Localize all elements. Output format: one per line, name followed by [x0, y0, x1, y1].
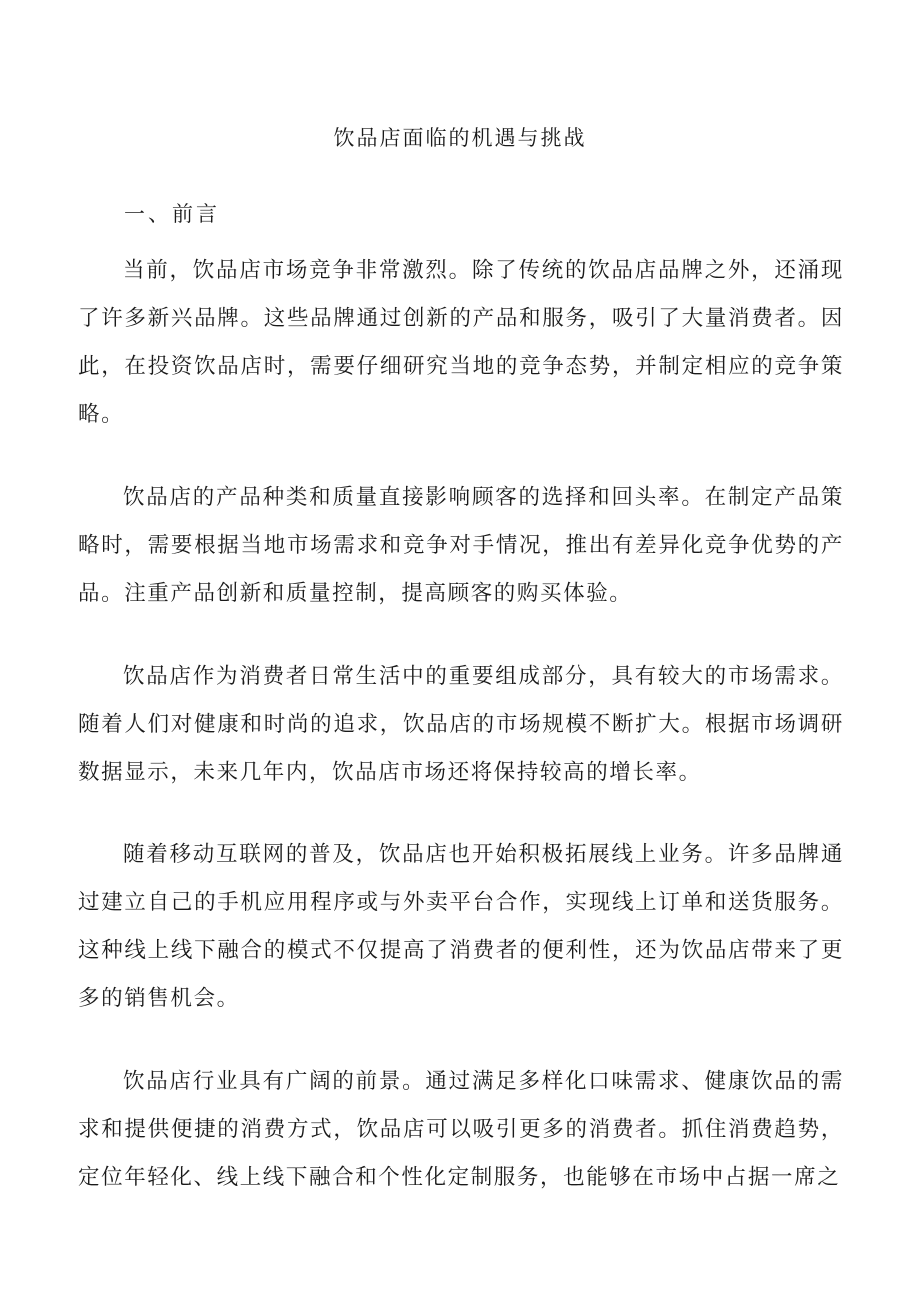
- paragraph-3: 饮品店作为消费者日常生活中的重要组成部分，具有较大的市场需求。随着人们对健康和时尚的追求，饮品店的市场规模不断扩大。根据市场调研数据显示，未来几年内，饮品店市场还将保持较高的增长率。: [78, 664, 844, 785]
- paragraph-1: 当前，饮品店市场竞争非常激烈。除了传统的饮品店品牌之外，还涌现了许多新兴品牌。这些品牌通过创新的产品和服务，吸引了大量消费者。因此，在投资饮品店时，需要仔细研究当地的竞争态势，并制定相应的竞争策略。: [78, 258, 844, 427]
- document-title: 饮品店面临的机遇与挑战: [333, 126, 587, 150]
- paragraph-4: 随着移动互联网的普及，饮品店也开始积极拓展线上业务。许多品牌通过建立自己的手机应用程序或与外卖平台合作，实现线上订单和送货服务。这种线上线下融合的模式不仅提高了消费者的便利性，还为饮品店带来了更多的销售机会。: [78, 842, 844, 1011]
- section-heading: 一、前言: [124, 202, 220, 226]
- paragraph-2: 饮品店的产品种类和质量直接影响顾客的选择和回头率。在制定产品策略时，需要根据当地市场需求和竞争对手情况，推出有差异化竞争优势的产品。注重产品创新和质量控制，提高顾客的购买体验。: [78, 485, 844, 606]
- paragraph-5: 饮品店行业具有广阔的前景。通过满足多样化口味需求、健康饮品的需求和提供便捷的消费方式，饮品店可以吸引更多的消费者。抓住消费趋势，定位年轻化、线上线下融合和个性化定制服务，也能够在市场中占据一席之: [78, 1069, 844, 1190]
